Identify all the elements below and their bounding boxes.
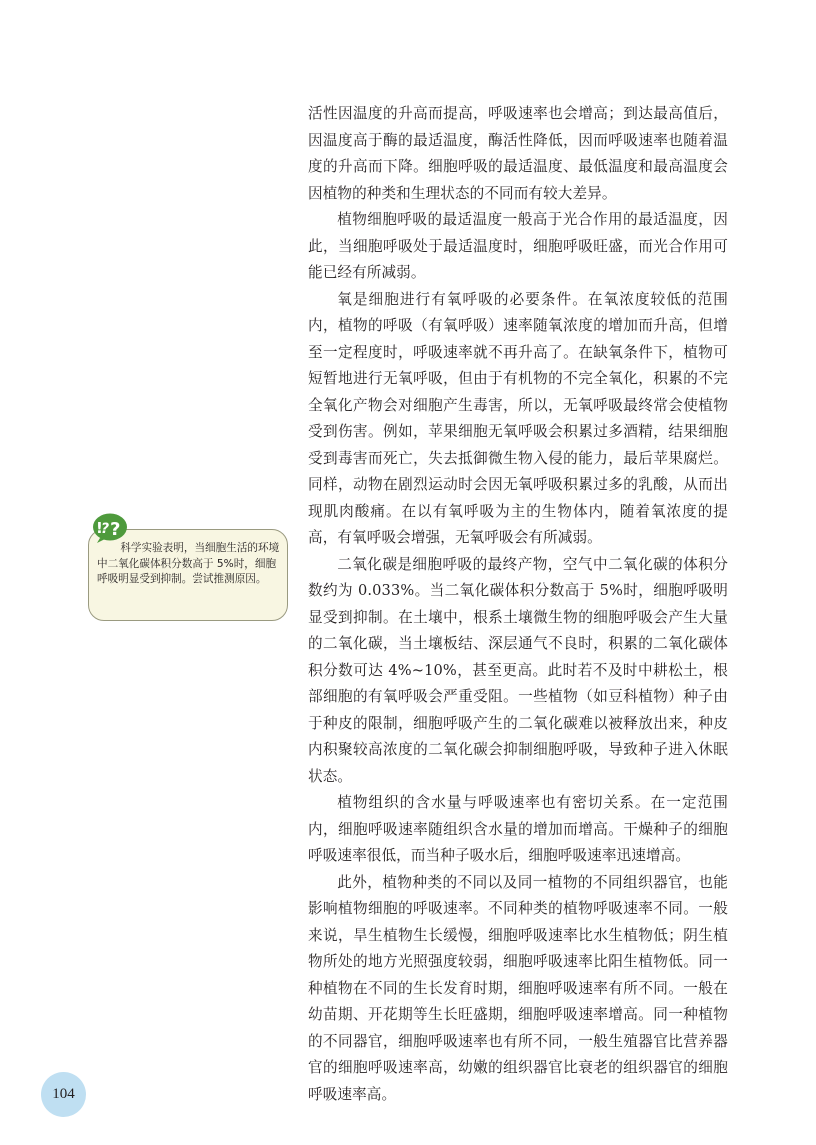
svg-text:?: ? xyxy=(110,519,121,540)
main-body-text xyxy=(308,101,728,1108)
page-number: 104 xyxy=(52,1086,75,1102)
paragraph: 此外，植物种类的不同以及同一植物的不同组织器官，也能影响植物细胞的呼吸速率。不同种类的植物呼吸速率不同。一般来说，旱生植物生长缓慢，细胞呼吸速率比水生植物低；阴生植物所处的地方光照强度较弱，细胞呼吸速率比阳生植物低。同一种植物在不同的生长发育时期，细胞呼吸速率有所不同。一般在幼苗期、开花期等生长旺盛期，细胞呼吸速率增高。同一种植物的不同器官，细胞呼吸速率也有所不同，一般生殖器官比营养器官的细胞呼吸速率高，幼嫩的组织器官比衰老的组织器官的细胞呼吸速率高。 xyxy=(308,873,728,1103)
svg-text:?: ? xyxy=(101,521,110,537)
sidenote-text: 科学实验表明，当细胞生活的环境中二氧化碳体积分数高于 5%时，细胞呼吸明显受到抑制。尝试推测原因。 xyxy=(97,542,280,585)
paragraph: 植物组织的含水量与呼吸速率也有密切关系。在一定范围内，细胞呼吸速率随组织含水量的增加而增高。干燥种子的细胞呼吸速率很低，而当种子吸水后，细胞呼吸速率迅速增高。 xyxy=(308,794,728,864)
paragraph: 氧是细胞进行有氧呼吸的必要条件。在氧浓度较低的范围内，植物的呼吸（有氧呼吸）速率随氧浓度的增加而升高，但增至一定程度时，呼吸速率就不再升高了。在缺氧条件下，植物可短暂地进行无氧呼吸，但由于有机物的不完全氧化，积累的不完全氧化产物会对细胞产生毒害，所以，无氧呼吸最终常会使植物受到伤害。例如，苹果细胞无氧呼吸会积累过多酒精，结果细胞受到毒害而死亡，失去抵御微生物入侵的能力，最后苹果腐烂。同样，动物在剧烈运动时会因无氧呼吸积累过多的乳酸，从而出现肌肉酸痛。在以有氧呼吸为主的生物体内，随着氧浓度的提高，有氧呼吸会增强，无氧呼吸会有所减弱。 xyxy=(308,290,728,546)
paragraph: 植物细胞呼吸的最适温度一般高于光合作用的最适温度，因此，当细胞呼吸处于最适温度时，细胞呼吸旺盛，而光合作用可能已经有所减弱。 xyxy=(308,211,728,281)
paragraph: 活性因温度的升高而提高，呼吸速率也会增高；到达最高值后，因温度高于酶的最适温度，酶活性降低，因而呼吸速率也随着温度的升高而下降。细胞呼吸的最适温度、最低温度和最高温度会因植物的种类和生理状态的不同而有较大差异。 xyxy=(308,105,728,202)
svg-text:!: ! xyxy=(96,519,103,537)
paragraph: 二氧化碳是细胞呼吸的最终产物，空气中二氧化碳的体积分数约为 0.033%。当二氧化碳体积分数高于 5%时，细胞呼吸明显受到抑制。在土壤中，根系土壤微生物的细胞呼吸会产生大量的二氧化碳，当土壤板结、深层通气不良时，积累的二氧化碳体积分数可达 4%~10%，甚至更高。此时若不及时中耕松土，根部细胞的有氧呼吸会严重受阻。一些植物（如豆科植物）种子由于种皮的限制，细胞呼吸产生的二氧化碳难以被释放出来，种皮内积聚较高浓度的二氧化碳会抑制细胞呼吸，导致种子进入休眠状态。 xyxy=(308,555,728,785)
question-mark-icon xyxy=(91,512,129,544)
